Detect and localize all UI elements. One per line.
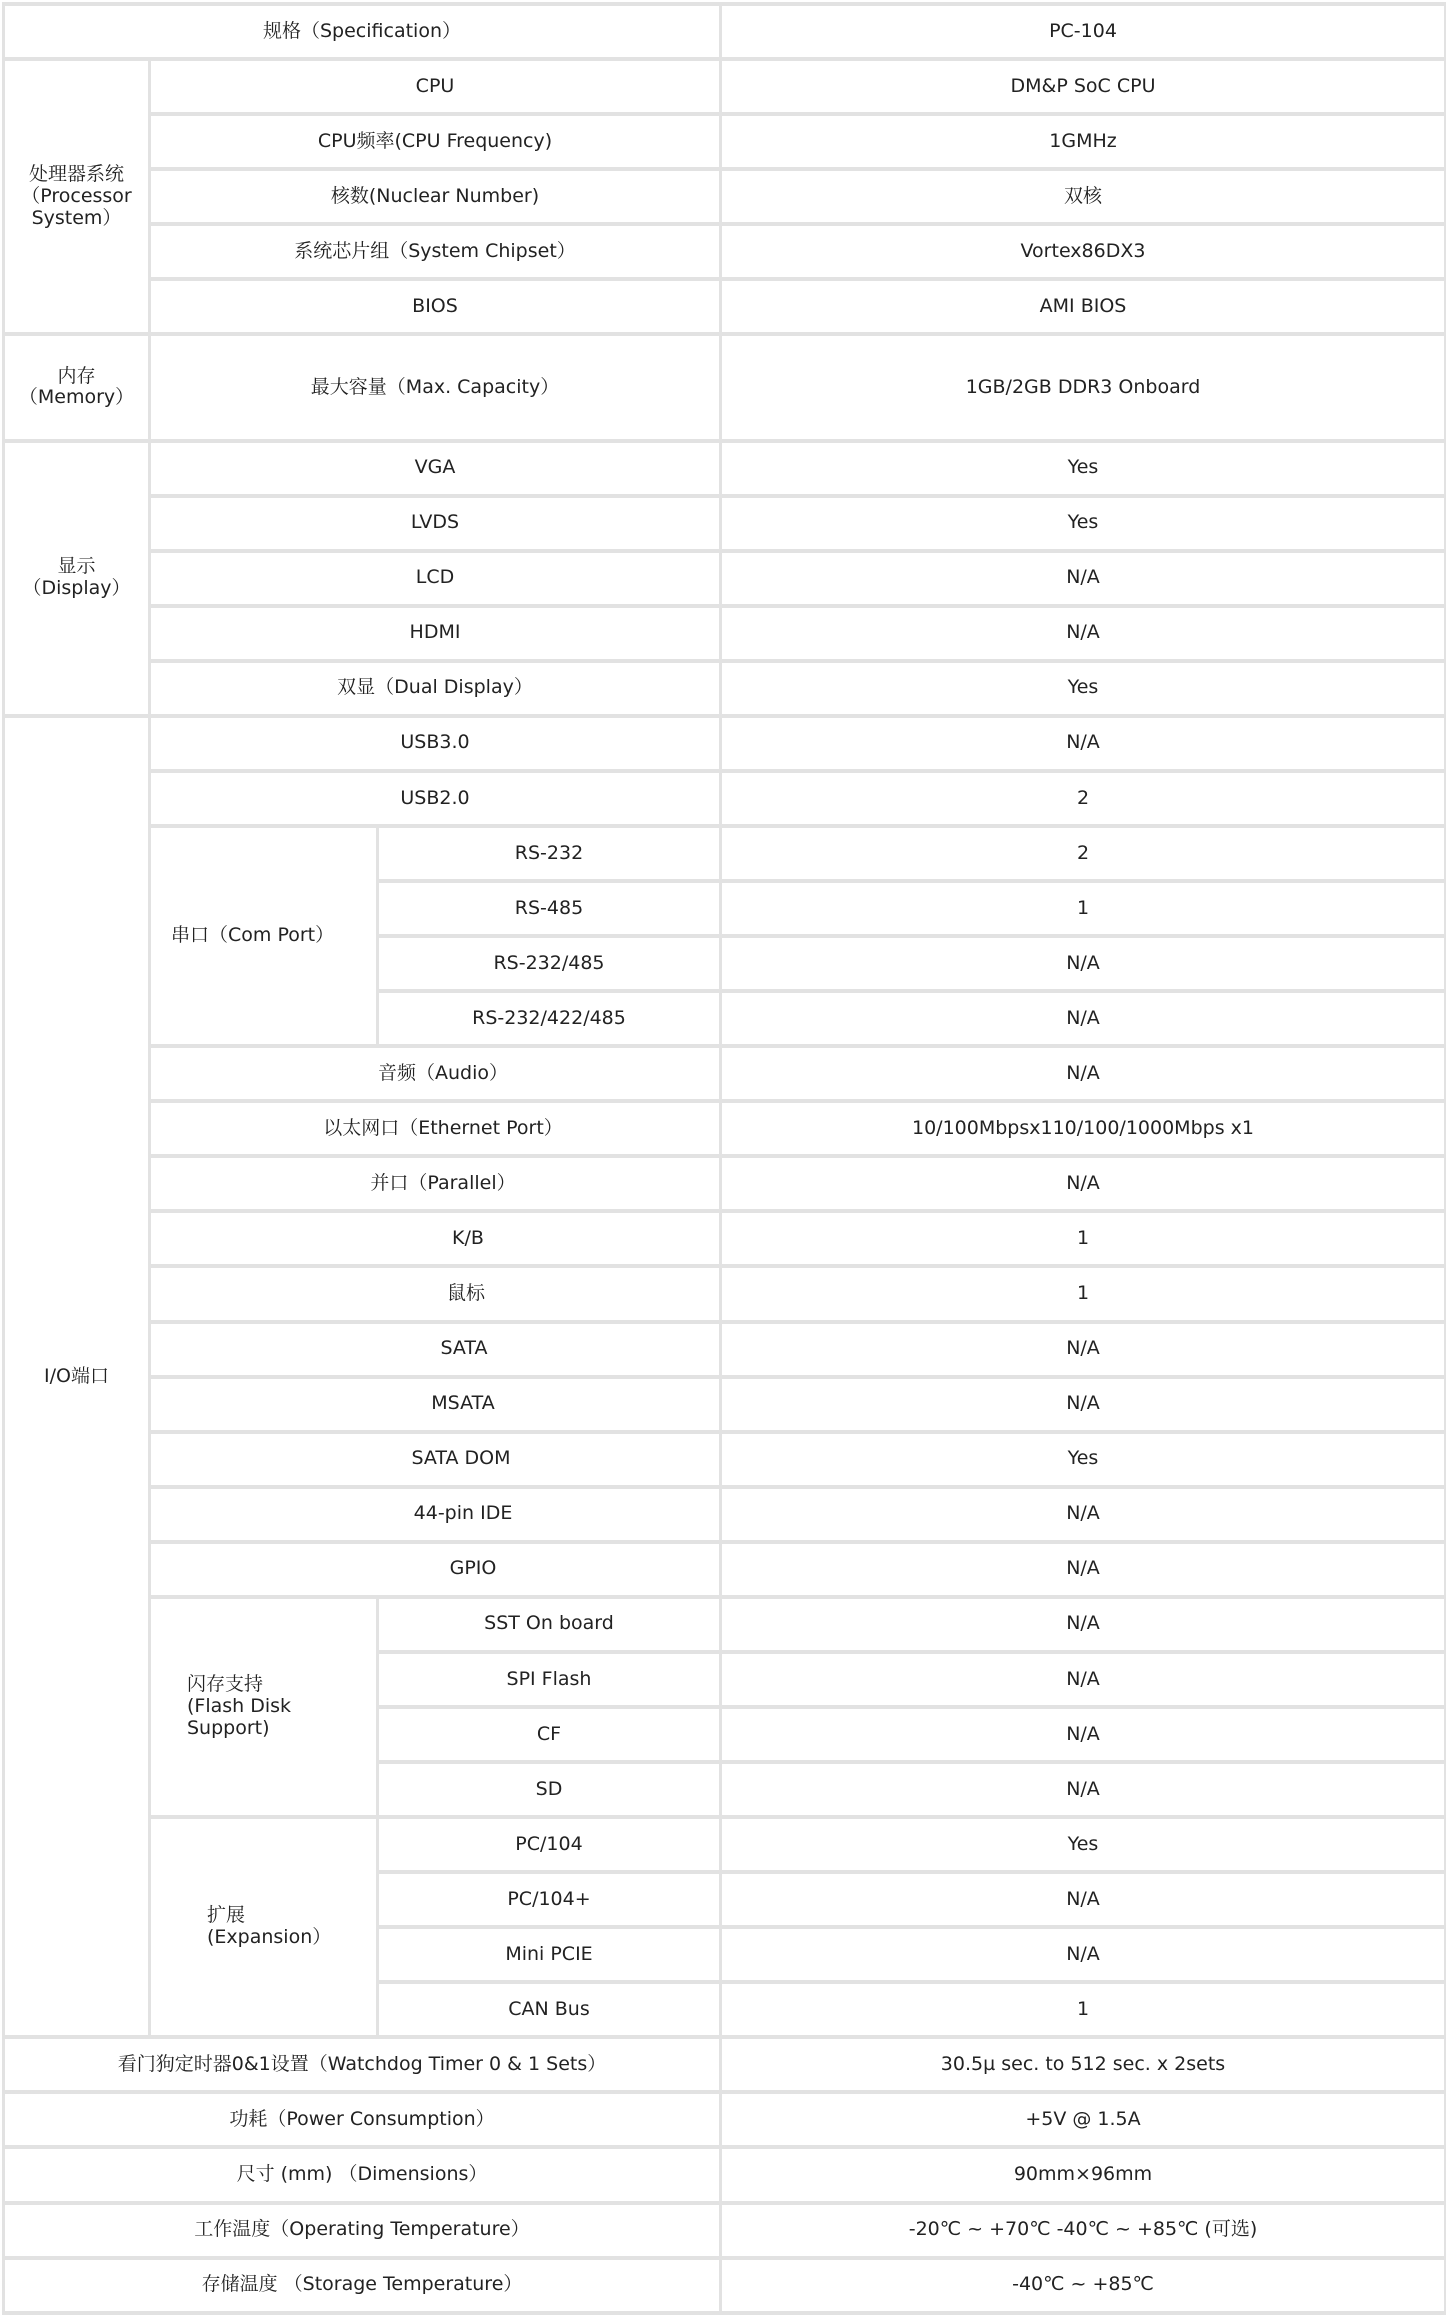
table-row (5, 608, 1444, 659)
spec-value: N/A (722, 938, 1444, 989)
table-row (5, 1434, 1444, 1485)
spec-label: 功耗（Power Consumption） (5, 2094, 719, 2145)
table-row (5, 116, 1444, 167)
table-row (5, 663, 1444, 714)
spec-label: PC/104 (379, 1819, 719, 1870)
table-row (5, 773, 1444, 824)
spec-value: N/A (722, 1764, 1444, 1815)
table-row (5, 6, 1444, 57)
spec-label: HDMI (151, 608, 719, 659)
spec-label: VGA (151, 443, 719, 494)
subgroup-expansion: 扩展 (Expansion） (151, 1819, 376, 2035)
spec-label: 看门狗定时器0&1设置（Watchdog Timer 0 & 1 Sets） (5, 2039, 719, 2090)
spec-label: 核数(Nuclear Number) (151, 171, 719, 222)
table-row (5, 2149, 1444, 2200)
spec-label: CF (379, 1709, 719, 1760)
spec-value: PC-104 (722, 6, 1444, 57)
spec-value: 1 (722, 883, 1444, 934)
table-row (5, 2039, 1444, 2090)
spec-label: USB3.0 (151, 718, 719, 769)
table-row (5, 1819, 1444, 1870)
table-row (5, 61, 1444, 112)
spec-label: SPI Flash (379, 1654, 719, 1705)
spec-value: AMI BIOS (722, 281, 1444, 332)
spec-value: 1 (722, 1213, 1444, 1264)
spec-label: 规格（Specification） (5, 6, 719, 57)
table-row (5, 1048, 1444, 1099)
table-row (5, 2205, 1444, 2256)
spec-label: 尺寸 (mm) （Dimensions） (5, 2149, 719, 2200)
spec-value: N/A (722, 553, 1444, 604)
spec-value: N/A (722, 993, 1444, 1044)
spec-value: N/A (722, 1654, 1444, 1705)
table-row (5, 1324, 1444, 1375)
group-processor: 处理器系统 （Processor System） (5, 61, 148, 332)
table-row (5, 2094, 1444, 2145)
table-row (5, 1158, 1444, 1209)
spec-value: N/A (722, 1709, 1444, 1760)
spec-value: 2 (722, 773, 1444, 824)
spec-value: N/A (722, 608, 1444, 659)
spec-label: 44-pin IDE (151, 1489, 719, 1540)
spec-label: 最大容量（Max. Capacity） (151, 336, 719, 438)
spec-value: 1 (722, 1268, 1444, 1319)
spec-label: MSATA (151, 1379, 719, 1430)
spec-value: N/A (722, 1874, 1444, 1925)
spec-value: N/A (722, 1489, 1444, 1540)
spec-label: RS-232/485 (379, 938, 719, 989)
spec-value: 1 (722, 1984, 1444, 2035)
spec-label: 并口（Parallel） (151, 1158, 719, 1209)
table-row (5, 226, 1444, 277)
spec-value: 2 (722, 828, 1444, 879)
table-row (5, 1103, 1444, 1154)
spec-value: N/A (722, 1929, 1444, 1980)
table-row (5, 2260, 1444, 2311)
spec-value: 90mm×96mm (722, 2149, 1444, 2200)
spec-value: N/A (722, 1599, 1444, 1650)
spec-value: 10/100Mbpsx110/100/1000Mbps x1 (722, 1103, 1444, 1154)
spec-label: CAN Bus (379, 1984, 719, 2035)
table-row (5, 498, 1444, 549)
spec-label: 音频（Audio） (151, 1048, 719, 1099)
spec-value: N/A (722, 1544, 1444, 1595)
spec-value: Yes (722, 498, 1444, 549)
spec-value: Vortex86DX3 (722, 226, 1444, 277)
spec-value: N/A (722, 1158, 1444, 1209)
subgroup-com-port: 串口（Com Port） (151, 828, 376, 1044)
group-io-ports: I/O端口 (5, 718, 148, 2036)
spec-label: RS-232 (379, 828, 719, 879)
spec-value: +5V @ 1.5A (722, 2094, 1444, 2145)
spec-value: N/A (722, 1379, 1444, 1430)
spec-label: CPU (151, 61, 719, 112)
table-row (5, 1489, 1444, 1540)
spec-label: SATA (151, 1324, 719, 1375)
group-display: 显示 （Display） (5, 443, 148, 714)
spec-value: -40℃ ~ +85℃ (722, 2260, 1444, 2311)
table-row (5, 828, 1444, 879)
spec-label: BIOS (151, 281, 719, 332)
table-row (5, 1213, 1444, 1264)
spec-label: RS-485 (379, 883, 719, 934)
spec-label: RS-232/422/485 (379, 993, 719, 1044)
spec-value: Yes (722, 443, 1444, 494)
spec-value: Yes (722, 663, 1444, 714)
spec-label: SATA DOM (151, 1434, 719, 1485)
table-row (5, 1268, 1444, 1319)
spec-value: 1GMHz (722, 116, 1444, 167)
spec-value: -20℃ ~ +70℃ -40℃ ~ +85℃ (可选) (722, 2205, 1444, 2256)
table-row (5, 553, 1444, 604)
table-row (5, 281, 1444, 332)
table-row (5, 1544, 1444, 1595)
spec-value: 1GB/2GB DDR3 Onboard (722, 336, 1444, 438)
spec-value: 双核 (722, 171, 1444, 222)
spec-value: Yes (722, 1434, 1444, 1485)
spec-label: K/B (151, 1213, 719, 1264)
spec-label: LVDS (151, 498, 719, 549)
spec-value: N/A (722, 1324, 1444, 1375)
table-row (5, 171, 1444, 222)
spec-label: 双显（Dual Display） (151, 663, 719, 714)
table-row (5, 718, 1444, 769)
spec-label: USB2.0 (151, 773, 719, 824)
spec-label: 系统芯片组（System Chipset） (151, 226, 719, 277)
spec-label: PC/104+ (379, 1874, 719, 1925)
spec-label: 存储温度 （Storage Temperature） (5, 2260, 719, 2311)
spec-label: LCD (151, 553, 719, 604)
spec-label: 工作温度（Operating Temperature） (5, 2205, 719, 2256)
spec-value: N/A (722, 718, 1444, 769)
spec-label: GPIO (151, 1544, 719, 1595)
spec-value: 30.5µ sec. to 512 sec. x 2sets (722, 2039, 1444, 2090)
spec-label: SST On board (379, 1599, 719, 1650)
spec-label: 以太网口（Ethernet Port） (151, 1103, 719, 1154)
spec-label: 鼠标 (151, 1268, 719, 1319)
table-row (5, 443, 1444, 494)
spec-table (2, 2, 1446, 2315)
table-row (5, 1379, 1444, 1430)
table-row (5, 1599, 1444, 1650)
spec-value: DM&P SoC CPU (722, 61, 1444, 112)
spec-label: Mini PCIE (379, 1929, 719, 1980)
spec-label: CPU频率(CPU Frequency) (151, 116, 719, 167)
spec-value: Yes (722, 1819, 1444, 1870)
subgroup-flash-disk: 闪存支持 (Flash Disk Support) (151, 1599, 376, 1815)
group-memory: 内存（Memory） (5, 336, 148, 438)
spec-label: SD (379, 1764, 719, 1815)
spec-value: N/A (722, 1048, 1444, 1099)
table-row (5, 336, 1444, 438)
